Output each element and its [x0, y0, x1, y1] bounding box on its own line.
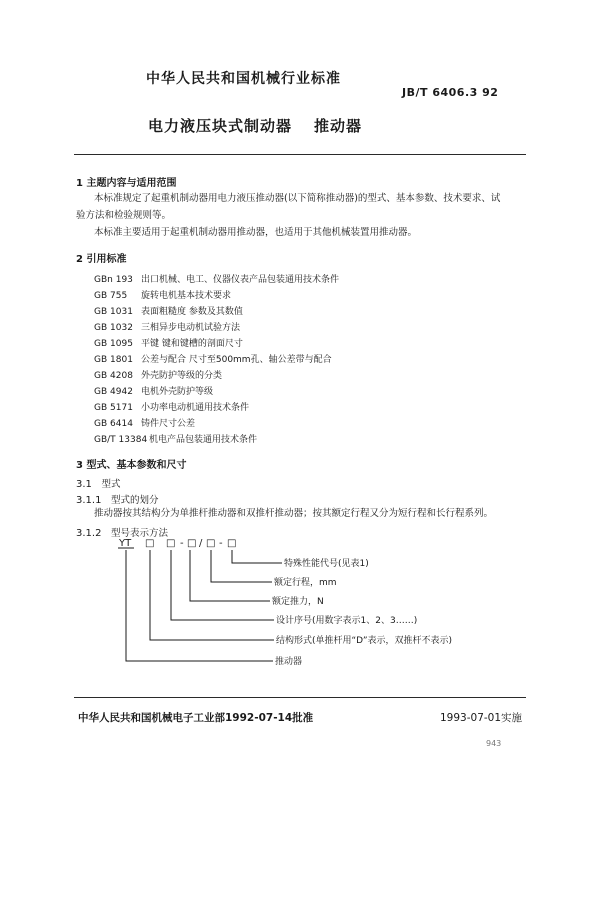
section-3-1-2: 3.1.2 型号表示方法 — [76, 528, 169, 539]
section-1-paragraph-1-line-1: 本标准规定了起重机制动器用电力液压推动器(以下简称推动器)的型式、基本参数、技术要求、试 — [94, 193, 501, 204]
model-box-design-no: □ — [166, 538, 176, 549]
section-1-paragraph-1-line-2: 验方法和检验规则等。 — [76, 210, 172, 221]
label-structure-form: 结构形式(单推杆用“D”表示，双推杆不表示) — [276, 636, 453, 646]
model-box-stroke: □ — [206, 538, 216, 549]
section-2-heading: 2 引用标准 — [76, 254, 127, 265]
label-special-performance: 特殊性能代号(见表1) — [284, 559, 369, 569]
reference-item: GB/T 13384 机电产品包装通用技术条件 — [94, 435, 258, 445]
page-number: 943 — [486, 739, 502, 748]
reference-item: GBn 193 出口机械、电工、仪器仪表产品包装通用技术条件 — [94, 275, 340, 285]
section-3-1-1: 3.1.1 型式的划分 — [76, 495, 159, 506]
model-separator: - — [180, 538, 184, 549]
approval-note: 中华人民共和国机械电子工业部1992-07-14批准 — [78, 712, 314, 724]
reference-item: GB 1032 三相异步电动机试验方法 — [94, 323, 241, 333]
reference-item: GB 1095 平键 键和键槽的剖面尺寸 — [94, 339, 243, 349]
reference-item: GB 6414 铸件尺寸公差 — [94, 419, 196, 429]
label-design-serial: 设计序号(用数字表示1、2、3……) — [276, 616, 418, 626]
section-3-heading: 3 型式、基本参数和尺寸 — [76, 460, 187, 471]
model-slash: / — [199, 538, 203, 549]
title-part-2: 推动器 — [314, 117, 363, 135]
model-box-thrust: □ — [187, 538, 197, 549]
model-prefix: YT — [119, 538, 132, 549]
model-separator: - — [219, 538, 223, 549]
reference-item: GB 1031 表面粗糙度 参数及其数值 — [94, 307, 243, 317]
title-part-1: 电力液压块式制动器 — [148, 117, 293, 135]
reference-item: GB 755 旋转电机基本技术要求 — [94, 291, 232, 301]
section-3-1-1-text: 推动器按其结构分为单推杆推动器和双推杆推动器；按其额定行程又分为短行程和长行程系列。 — [94, 508, 494, 519]
standard-code: JB/T 6406.3 92 — [402, 86, 499, 99]
model-box-special: □ — [227, 538, 237, 549]
reference-item: GB 4208 外壳防护等级的分类 — [94, 371, 223, 381]
footer-divider — [74, 697, 526, 698]
section-1-heading: 1 主题内容与适用范围 — [76, 178, 177, 189]
reference-item: GB 5171 小功率电动机通用技术条件 — [94, 403, 250, 413]
reference-item: GB 4942 电机外壳防护等级 — [94, 387, 214, 397]
label-thruster: 推动器 — [275, 657, 303, 667]
section-1-paragraph-2: 本标准主要适用于起重机制动器用推动器，也适用于其他机械装置用推动器。 — [94, 227, 418, 238]
label-rated-stroke: 额定行程，mm — [274, 578, 337, 588]
label-rated-thrust: 额定推力，N — [272, 597, 324, 607]
section-3-1: 3.1 型式 — [76, 479, 121, 490]
model-box-structure: □ — [145, 538, 155, 549]
reference-item: GB 1801 公差与配合 尺寸至500mm孔、轴公差带与配合 — [94, 355, 332, 365]
standard-organization: 中华人民共和国机械行业标准 — [146, 71, 341, 87]
designation-leader-lines — [126, 550, 282, 661]
effective-date: 1993-07-01实施 — [440, 712, 523, 724]
